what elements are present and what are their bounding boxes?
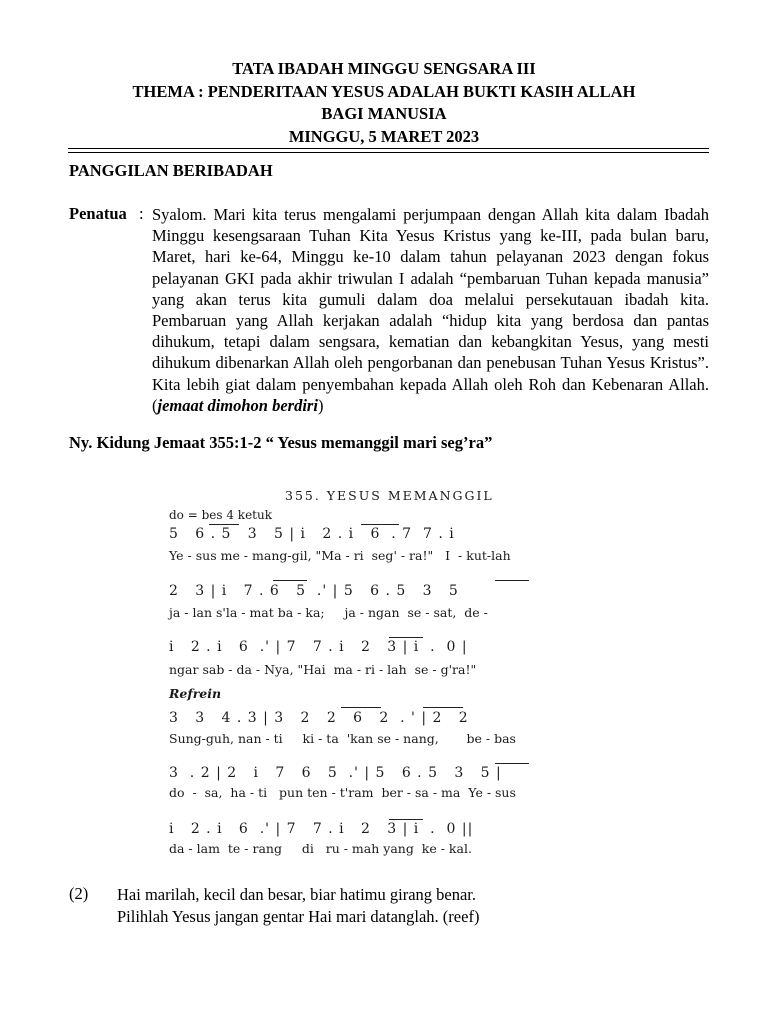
score-lyrics-row: da - lam te - rang di ru - mah yang ke - kal. (169, 841, 472, 856)
header-rule-top (68, 148, 709, 149)
verse-2 (117, 884, 479, 928)
score-notes-row: i 2 . i 6 .' | 7 7 . i 2 3 | i . 0 || (169, 821, 474, 837)
instruction-open: ( (152, 395, 158, 415)
refrain-label: Refrein (169, 686, 222, 701)
beam-mark (209, 524, 239, 525)
score-notes-row: i 2 . i 6 .' | 7 7 . i 2 3 | i . 0 | (169, 639, 468, 655)
call-to-worship-body: Syalom. Mari kita terus mengalami perjumpaan dengan Allah kita dalam Ibadah Minggu kesengsaraan Tuhan Kita Yesus Kristus yang ke-III, pada bulan baru, Maret, hari ke-64, Minggu ke-10 dalam tahun pelayanan 2023 dengan fokus pelayanan GKI pada akhir triwulan I adalah “pembaruan Tuhan kepada manusia” yang akan terus kita gumuli dalam doa melalui persekutauan ibadah kita. Pembaruan yang Allah kerjakan adalah “hidup kita yang berdosa dan pantas dihukum, tetapi dalam sengsara, kematian dan kebangkitan Yesus, yang mesti dihukum dibenarkan Allah oleh pengorbanan dan penebusan Tuhan Yesus Kristus”. Kita lebih giat dalam penyembahan kepada Allah oleh Roh dan Kebenaran Allah. (152, 205, 709, 394)
score-lyrics-row: ja - lan s'la - mat ba - ka; ja - ngan se - sat, de - (169, 605, 488, 620)
header-line-1: TATA IBADAH MINGGU SENGSARA III (232, 59, 536, 78)
header-line-3: BAGI MANUSIA (321, 104, 447, 123)
score-notes-row: 2 3 | i 7 . 6 5 .' | 5 6 . 5 3 5 (169, 583, 459, 599)
verse-line-1: Hai marilah, kecil dan besar, biar hatimu girang benar. (117, 885, 476, 904)
beam-mark (273, 580, 307, 581)
score-key: do = bes 4 ketuk (169, 508, 272, 522)
score-notes-row: 5 6 . 5 3 5 | i 2 . i 6 . 7 7 . i (169, 526, 455, 542)
beam-mark (495, 763, 529, 764)
beam-mark (495, 580, 529, 581)
beam-mark (423, 707, 463, 708)
instruction-close: ) (317, 395, 324, 415)
header-date: MINGGU, 5 MARET 2023 (288, 126, 480, 146)
speaker-name: Penatua (69, 204, 127, 223)
score-notes-row: 3 3 4 . 3 | 3 2 2 6 2 . ' | 2 2 (169, 710, 469, 726)
congregation-instruction: jemaat dimohon berdiri (157, 395, 318, 415)
header-rule-bottom (68, 152, 709, 153)
document-header (0, 58, 768, 148)
score-lyrics-row: Ye - sus me - mang-gil, "Ma - ri seg' - ra!" I - kut-lah (169, 548, 511, 563)
score-lyrics-row: Sung-guh, nan - ti ki - ta 'kan se - nang, be - bas (169, 731, 516, 746)
verse-line-2: Pilihlah Yesus jangan gentar Hai mari datanglah. (reef) (117, 907, 480, 926)
beam-mark (389, 819, 423, 820)
section-title: PANGGILAN BERIBADAH (69, 161, 273, 180)
song-title: Ny. Kidung Jemaat 355:1-2 “ Yesus memanggil mari seg’ra” (69, 433, 493, 452)
call-to-worship-text (152, 204, 709, 416)
beam-mark (361, 524, 399, 525)
speaker-separator: : (139, 204, 144, 223)
beam-mark (341, 707, 381, 708)
beam-mark (389, 637, 423, 638)
verse-number: (2) (69, 884, 89, 903)
music-score (165, 488, 650, 863)
score-notes-row: 3 . 2 | 2 i 7 6 5 .' | 5 6 . 5 3 5 | (169, 765, 502, 781)
score-lyrics-row: do - sa, ha - ti pun ten - t'ram ber - sa - ma Ye - sus (169, 785, 516, 800)
score-lyrics-row: ngar sab - da - Nya, "Hai ma - ri - lah se - g'ra!" (169, 662, 477, 677)
header-line-2: THEMA : PENDERITAAN YESUS ADALAH BUKTI KASIH ALLAH (132, 81, 636, 101)
score-header: 355. YESUS MEMANGGIL (285, 488, 494, 503)
